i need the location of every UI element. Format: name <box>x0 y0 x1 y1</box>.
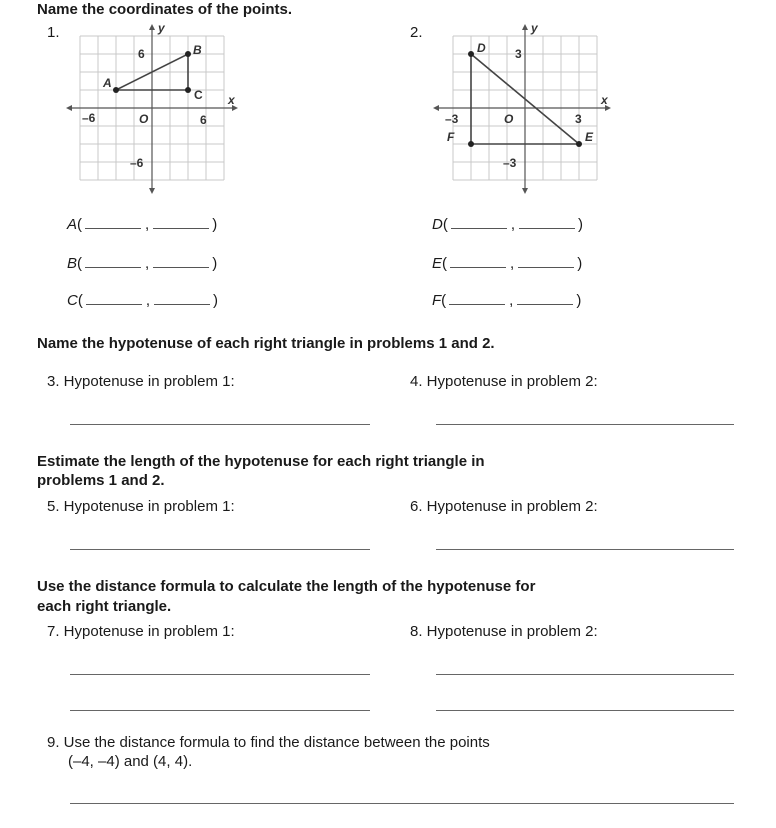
point-letter: A <box>67 216 78 233</box>
coordinate-row-a: A ( , ) <box>67 216 218 233</box>
y-blank[interactable] <box>153 216 209 229</box>
graph-problem-1 <box>60 20 250 200</box>
point-c <box>185 87 191 93</box>
point-e <box>576 141 582 147</box>
tick-label-y-neg: –6 <box>130 156 144 170</box>
point-d <box>468 51 474 57</box>
answer-line-8b[interactable] <box>436 710 734 711</box>
coordinate-row-e: E ( , ) <box>432 255 583 272</box>
x-axis-label: x <box>228 93 235 107</box>
origin-label: O <box>139 112 149 126</box>
axes <box>68 26 236 192</box>
x-blank[interactable] <box>85 255 141 268</box>
x-blank[interactable] <box>451 216 507 229</box>
x-axis-label: x <box>601 93 608 107</box>
tick-label-x-neg: –3 <box>445 112 459 126</box>
y-axis-arrow-down-icon <box>149 188 155 194</box>
point-c-label: C <box>194 88 203 102</box>
tick-label-y-pos: 3 <box>515 47 522 61</box>
answer-line-9[interactable] <box>70 803 734 804</box>
tick-label-x-pos: 6 <box>200 113 207 127</box>
point-b <box>185 51 191 57</box>
answer-line-8a[interactable] <box>436 674 734 675</box>
y-axis-label: y <box>158 21 165 35</box>
point-a <box>113 87 119 93</box>
problem-1-number: 1. <box>47 24 60 41</box>
y-axis-arrow-down-icon <box>522 188 528 194</box>
instruction-name-hypotenuse: Name the hypotenuse of each right triangle in problems 1 and 2. <box>37 335 495 352</box>
instruction-distance-line2: each right triangle. <box>37 598 172 615</box>
answer-line-5[interactable] <box>70 549 370 550</box>
coordinate-row-f: F ( , ) <box>432 292 582 309</box>
tick-label-x-neg: –6 <box>82 111 96 125</box>
point-letter: D <box>432 216 443 233</box>
instruction-distance-line1: Use the distance formula to calculate the length of the hypotenuse for <box>37 578 536 595</box>
question-5: 5. Hypotenuse in problem 1: <box>47 498 235 515</box>
question-9-line1: 9. Use the distance formula to find the distance between the points <box>47 734 490 751</box>
tick-label-y-neg: –3 <box>503 156 517 170</box>
answer-line-4[interactable] <box>436 424 734 425</box>
question-6: 6. Hypotenuse in problem 2: <box>410 498 598 515</box>
point-letter: C <box>67 292 78 309</box>
point-f-label: F <box>447 130 455 144</box>
x-blank[interactable] <box>85 216 141 229</box>
y-blank[interactable] <box>154 292 210 305</box>
coordinate-row-d: D ( , ) <box>432 216 584 233</box>
y-axis-arrow-up-icon <box>522 24 528 30</box>
instruction-estimate-line2: problems 1 and 2. <box>37 472 165 489</box>
y-axis-label: y <box>531 21 538 35</box>
point-f <box>468 141 474 147</box>
answer-line-7a[interactable] <box>70 674 370 675</box>
point-b-label: B <box>193 43 202 57</box>
x-blank[interactable] <box>449 292 505 305</box>
point-a-label: A <box>103 76 112 90</box>
point-e-label: E <box>585 130 594 144</box>
question-3: 3. Hypotenuse in problem 1: <box>47 373 235 390</box>
y-axis-arrow-up-icon <box>149 24 155 30</box>
instruction-name-coordinates: Name the coordinates of the points. <box>37 1 293 18</box>
point-letter: F <box>432 292 442 309</box>
y-blank[interactable] <box>153 255 209 268</box>
question-7: 7. Hypotenuse in problem 1: <box>47 623 235 640</box>
y-blank[interactable] <box>519 216 575 229</box>
x-axis-arrow-left-icon <box>66 105 72 111</box>
y-blank[interactable] <box>518 255 574 268</box>
x-blank[interactable] <box>86 292 142 305</box>
question-4: 4. Hypotenuse in problem 2: <box>410 373 598 390</box>
answer-line-3[interactable] <box>70 424 370 425</box>
x-axis-arrow-left-icon <box>433 105 439 111</box>
question-9-line2: (–4, –4) and (4, 4). <box>68 753 193 770</box>
question-8: 8. Hypotenuse in problem 2: <box>410 623 598 640</box>
point-letter: B <box>67 255 78 272</box>
instruction-estimate-line1: Estimate the length of the hypotenuse for each right triangle in <box>37 453 485 470</box>
point-d-label: D <box>477 41 486 55</box>
graph-problem-2 <box>425 20 615 200</box>
point-letter: E <box>432 255 443 272</box>
x-blank[interactable] <box>450 255 506 268</box>
y-blank[interactable] <box>517 292 573 305</box>
tick-label-y-pos: 6 <box>138 47 145 61</box>
coordinate-row-b: B ( , ) <box>67 255 218 272</box>
axes <box>435 26 609 192</box>
answer-line-6[interactable] <box>436 549 734 550</box>
answer-line-7b[interactable] <box>70 710 370 711</box>
problem-2-number: 2. <box>410 24 423 41</box>
tick-label-x-pos: 3 <box>575 112 582 126</box>
coordinate-row-c: C ( , ) <box>67 292 219 309</box>
origin-label: O <box>504 112 514 126</box>
